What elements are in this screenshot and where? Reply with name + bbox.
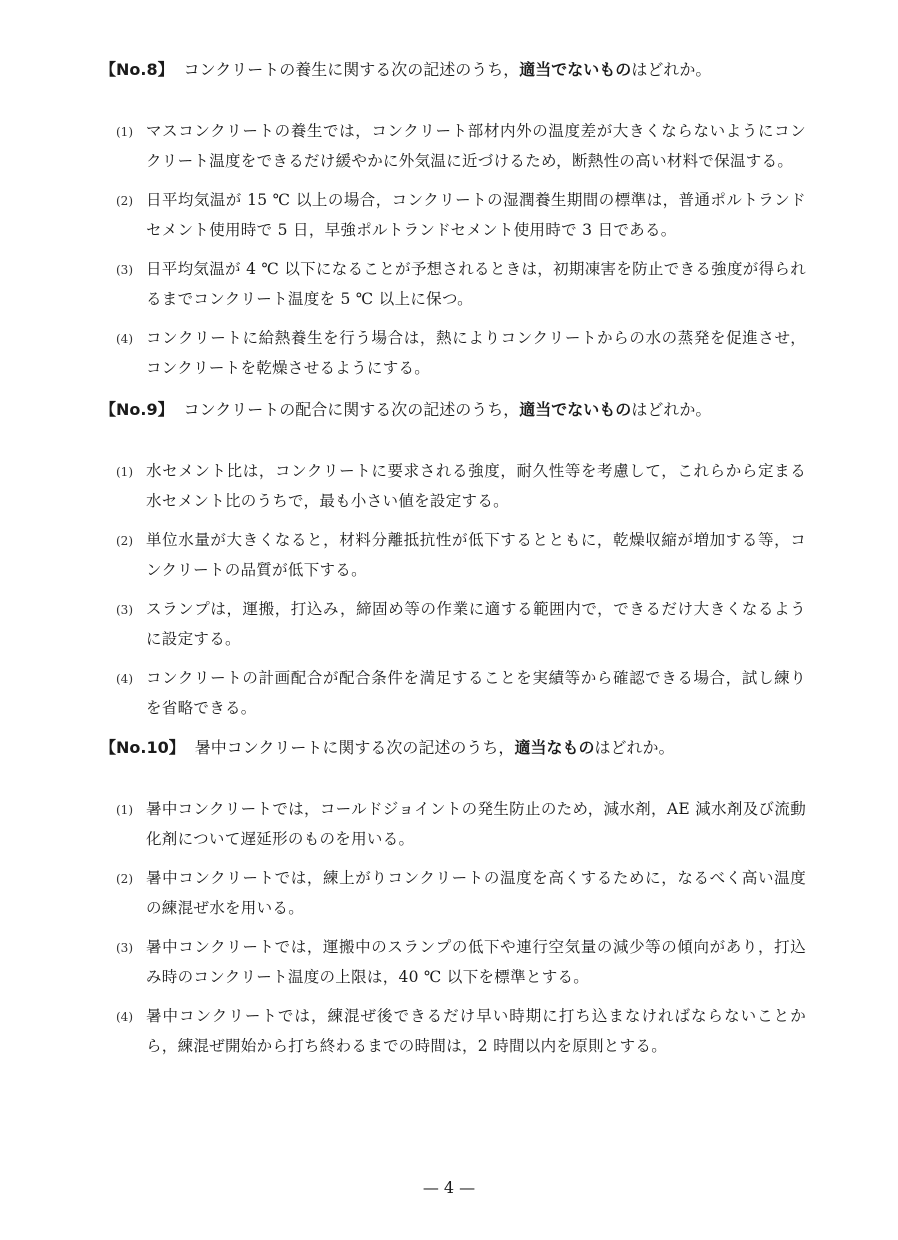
- options-list: [116, 116, 806, 392]
- question-10: [100, 736, 820, 1055]
- question-prompt: 暑中コンクリートに関する次の記述のうち，: [194, 738, 515, 757]
- option-number: (1): [116, 465, 133, 479]
- option-text: 日平均気温が 4 ℃ 以下になることが予想されるときは，初期凍害を防止できる強度が得られるまでコンクリート温度を 5 ℃ 以上に保つ。: [146, 260, 806, 308]
- option-number: (3): [116, 941, 133, 955]
- option-1: [116, 116, 806, 176]
- option-number: (3): [116, 263, 133, 277]
- question-header: [100, 58, 820, 82]
- option-text: 暑中コンクリートでは，コールドジョイントの発生防止のため，減水剤，AE 減水剤及び流動化剤について遅延形のものを用いる。: [146, 800, 806, 848]
- option-2: [116, 185, 806, 245]
- option-number: (2): [116, 194, 133, 208]
- question-number: 【No.10】: [100, 738, 185, 757]
- option-4: [116, 663, 806, 723]
- question-emphasis: 適当でないもの: [519, 60, 632, 79]
- option-number: (1): [116, 125, 133, 139]
- option-text: 暑中コンクリートでは，運搬中のスランプの低下や連行空気量の減少等の傾向があり，打込み時のコンクリート温度の上限は，40 ℃ 以下を標準とする。: [146, 938, 806, 986]
- option-text: 日平均気温が 15 ℃ 以上の場合，コンクリートの湿潤養生期間の標準は，普通ポルトランドセメント使用時で 5 日，早強ポルトランドセメント使用時で 3 日である。: [146, 191, 806, 239]
- option-text: コンクリートに給熱養生を行う場合は，熱によりコンクリートからの水の蒸発を促進させ，コンクリートを乾燥させるようにする。: [146, 329, 806, 377]
- option-3: [116, 594, 806, 654]
- option-3: [116, 254, 806, 314]
- option-text: 単位水量が大きくなると，材料分離抵抗性が低下するとともに，乾燥収縮が増加する等，コンクリートの品質が低下する。: [146, 531, 806, 579]
- question-header: [100, 398, 820, 422]
- page-number: — 4 —: [422, 1178, 476, 1197]
- option-1: [116, 456, 806, 516]
- question-prompt: コンクリートの養生に関する次の記述のうち，: [183, 60, 520, 79]
- option-text: マスコンクリートの養生では，コンクリート部材内外の温度差が大きくならないようにコンクリート温度をできるだけ緩やかに外気温に近づけるため，断熱性の高い材料で保温する。: [146, 122, 806, 170]
- question-number: 【No.9】: [100, 400, 174, 419]
- question-prompt-end: はどれか。: [631, 60, 712, 79]
- option-number: (1): [116, 803, 133, 817]
- question-prompt-end: はどれか。: [631, 400, 712, 419]
- question-header: [100, 736, 820, 760]
- option-1: [116, 794, 806, 854]
- question-emphasis: 適当なもの: [514, 738, 595, 757]
- option-text: 水セメント比は，コンクリートに要求される強度，耐久性等を考慮して，これらから定まる水セメント比のうちで，最も小さい値を設定する。: [146, 462, 806, 510]
- question-prompt: コンクリートの配合に関する次の記述のうち，: [183, 400, 520, 419]
- option-4: [116, 323, 806, 383]
- option-2: [116, 525, 806, 585]
- question-prompt-end: はどれか。: [594, 738, 675, 757]
- question-9: [100, 398, 820, 717]
- option-text: 暑中コンクリートでは，練混ぜ後できるだけ早い時期に打ち込まなければならないことから，練混ぜ開始から打ち終わるまでの時間は，2 時間以内を原則とする。: [146, 1007, 806, 1055]
- option-4: [116, 1001, 806, 1061]
- options-list: [116, 794, 806, 1070]
- option-number: (2): [116, 534, 133, 548]
- option-number: (2): [116, 872, 133, 886]
- question-number: 【No.8】: [100, 60, 174, 79]
- option-text: 暑中コンクリートでは，練上がりコンクリートの温度を高くするために，なるべく高い温度の練混ぜ水を用いる。: [146, 869, 806, 917]
- option-text: コンクリートの計画配合が配合条件を満足することを実績等から確認できる場合，試し練りを省略できる。: [146, 669, 806, 717]
- option-3: [116, 932, 806, 992]
- option-2: [116, 863, 806, 923]
- question-emphasis: 適当でないもの: [519, 400, 632, 419]
- option-number: (4): [116, 672, 133, 686]
- question-8: [100, 58, 820, 377]
- options-list: [116, 456, 806, 732]
- option-number: (4): [116, 1010, 133, 1024]
- option-text: スランプは，運搬，打込み，締固め等の作業に適する範囲内で，できるだけ大きくなるように設定する。: [146, 600, 806, 648]
- option-number: (3): [116, 603, 133, 617]
- option-number: (4): [116, 332, 133, 346]
